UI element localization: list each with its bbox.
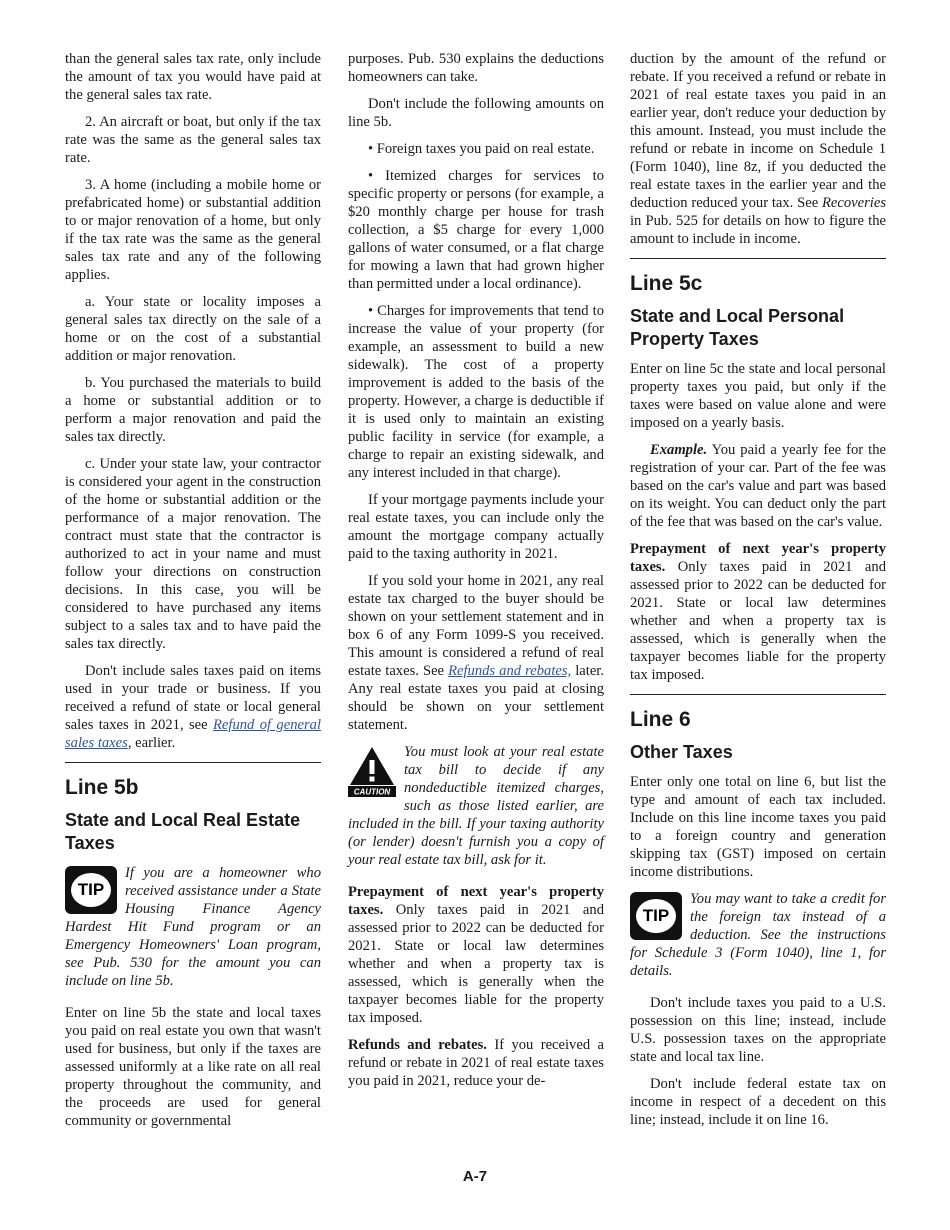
section-divider: [65, 762, 321, 763]
paragraph-text: duction by the amount of the refund or rebate. If you received a refund or rebate in 2021 of real estate taxes you paid in an earlier year, don't reduce your deduction by this amount. Instead, you must include the refund or rebate in income on Schedule 1 (Form 1040), line 8z, if you deducted the real estate taxes in the earlier year and the deduction reduced your tax. See: [630, 51, 886, 211]
paragraph: 2. An aircraft or boat, but only if the tax rate was the same as the general sales tax rate.: [65, 114, 321, 166]
line-5c-heading: Line 5c: [630, 272, 703, 295]
paragraph-text: Only taxes paid in 2021 and assessed prior to 2022 can be deducted for 2021. State or local law determines whether and when a property tax is assessed, which is generally when the taxpayer becomes liable for the property tax imposed.: [630, 559, 886, 683]
line-6-subheading: Other Taxes: [630, 742, 733, 762]
prepayment-heading: Prepayment of next year's property taxes.: [630, 541, 886, 575]
bullet-item: • Itemized charges for services to specific property or persons (for example, a $20 monthly charge per house for trash collection, a $5 charge for every 1,000 gallons of water consumed, or a flat charge for mowing a lawn that had grown higher than permitted under a local ordinance).: [348, 168, 604, 292]
refunds-and-rebates-link[interactable]: Refunds and rebates,: [448, 663, 572, 679]
paragraph: [630, 50, 886, 248]
recoveries-italic: Recoveries: [821, 195, 886, 211]
paragraph-text: , earlier.: [127, 735, 176, 751]
paragraph-text: You paid a yearly fee for the registration of your car. Part of the fee was based on the car's value and part was based on its weight. You can deduct only the part of the fee that was based on the car's value.: [630, 442, 886, 530]
page-number: A-7: [462, 1168, 488, 1185]
paragraph: Don't include taxes you paid to a U.S. possession on this line; instead, include U.S. possession taxes on the appropriate state and local tax line.: [630, 995, 886, 1065]
paragraph: c. Under your state law, your contractor is considered your agent in the construction of the home or substantial addition or the performance of a major renovation. The contract must state that the contractor is authorized to act in your name and must follow your directions on construction decisions. In this case, you will be considered to have purchased any items subject to a sales tax and to have paid the sales tax directly.: [65, 456, 321, 652]
example-label: Example.: [650, 442, 708, 458]
paragraph: [630, 540, 886, 684]
column-2: [348, 50, 604, 1099]
paragraph: Don't include the following amounts on line 5b.: [348, 96, 604, 130]
paragraph: [348, 572, 604, 734]
paragraph-text: later. Any real estate taxes you paid at closing should be shown on your settlement statement.: [348, 663, 605, 733]
prepayment-heading: Prepayment of next year's property taxes.: [348, 884, 604, 918]
paragraph-text: Don't include sales taxes paid on items used in your trade or business. If you received a refund of state or local general sales taxes in 2021, see: [65, 663, 321, 733]
tip-text: You may want to take a credit for the foreign tax instead of a deduction. See the instructions for Schedule 3 (Form 1040), line 1, for details.: [630, 891, 886, 979]
tip-callout: [630, 890, 886, 980]
bullet-item: • Foreign taxes you paid on real estate.: [368, 141, 595, 157]
line-5c-subheading: State and Local Personal Property Taxes: [630, 306, 845, 349]
line-5b-subheading: State and Local Real Estate Taxes: [65, 810, 301, 853]
paragraph: If your mortgage payments include your real estate taxes, you can include only the amount the mortgage company actually paid to the taxing authority in 2021.: [348, 492, 604, 562]
column-1: [65, 50, 321, 1139]
paragraph: a. Your state or locality imposes a general sales tax directly on the sale of a home or on the cost of a substantial addition or major renovation.: [65, 294, 321, 364]
tip-icon-label: TIP: [636, 899, 676, 933]
paragraph: 3. A home (including a mobile home or prefabricated home) or substantial addition to or major renovation of a home, but only if the tax rate was the same as the general sales tax rate and any of the following applies.: [65, 177, 321, 283]
paragraph-text: in Pub. 525 for details on how to figure the amount to include in income.: [630, 213, 886, 247]
paragraph: Don't include federal estate tax on income in respect of a decedent on this line; instead, include it on line 16.: [630, 1076, 886, 1128]
paragraph: [65, 662, 321, 752]
tip-icon-label: TIP: [71, 873, 111, 907]
refunds-heading: Refunds and rebates.: [348, 1037, 487, 1053]
paragraph: Enter on line 5c the state and local personal property taxes you paid, but only if the taxes were based on value alone and were imposed on a yearly basis.: [630, 361, 886, 431]
paragraph: [348, 883, 604, 1027]
paragraph: Enter on line 5b the state and local taxes you paid on real estate you own that wasn't used for business, but only if the taxes are assessed uniformly at a like rate on all real property throughout the community, and the proceeds are used for general community or governmental: [65, 1005, 321, 1129]
bullet-item: • Charges for improvements that tend to increase the value of your property (for example, an assessment to build a new sidewalk). The cost of a property improvement is added to the basis of the property. However, a charge is deductible if it is used only to maintain an existing public facility in service (for example, a charge to repair an existing sidewalk, and any interest included in that charge).: [348, 303, 604, 481]
paragraph: b. You purchased the materials to build a home or substantial addition or to perform a major renovation and paid the sales tax directly.: [65, 375, 321, 445]
caution-callout: [348, 743, 604, 869]
tip-text: If you are a homeowner who received assistance under a State Housing Finance Agency Hardest Hit Fund program or an Emergency Homeowners' Loan program, see Pub. 530 for the amount you can include on line 5b.: [65, 865, 321, 989]
paragraph: than the general sales tax rate, only include the amount of tax you would have paid at the general sales tax rate.: [65, 51, 321, 103]
column-3: [630, 50, 886, 1138]
tip-icon: [65, 866, 117, 914]
paragraph-text: If you received a refund or rebate in 2021 of real estate taxes you paid in 2021, reduce your de-: [348, 1037, 604, 1089]
line-5b-heading: Line 5b: [65, 776, 139, 799]
paragraph-text: If you sold your home in 2021, any real estate tax charged to the buyer should be shown on your settlement statement and in box 6 of any Form 1099-S you received. This amount is considered a refund of real estate taxes. See: [348, 573, 604, 679]
caution-text: You must look at your real estate tax bill to decide if any nondeductible itemized charges, such as those listed earlier, are included in the bill. If your taxing authority (or lender) doesn't furnish you a copy of your real estate tax bill, ask for it.: [348, 744, 604, 868]
paragraph: [630, 441, 886, 531]
tip-callout: [65, 864, 321, 990]
tip-icon: [630, 892, 682, 940]
section-divider: [630, 694, 886, 695]
paragraph: purposes. Pub. 530 explains the deductions homeowners can take.: [348, 51, 604, 85]
caution-icon-label: CAUTION: [353, 787, 391, 797]
paragraph: [348, 1036, 604, 1090]
paragraph: Enter only one total on line 6, but list the type and amount of each tax included. Include on this line income taxes you paid to a foreign country and generation skipping tax (GST) imposed on certain income distributions.: [630, 774, 886, 880]
caution-icon: [348, 745, 396, 802]
section-divider: [630, 258, 886, 259]
line-6-heading: Line 6: [630, 708, 691, 731]
refund-of-general-sales-taxes-link[interactable]: Refund of general sales taxes: [65, 717, 321, 751]
paragraph-text: Only taxes paid in 2021 and assessed prior to 2022 can be deducted for 2021. State or local law determines whether and when a property tax is assessed, which is generally when the taxpayer becomes liable for the property tax imposed.: [348, 902, 604, 1026]
